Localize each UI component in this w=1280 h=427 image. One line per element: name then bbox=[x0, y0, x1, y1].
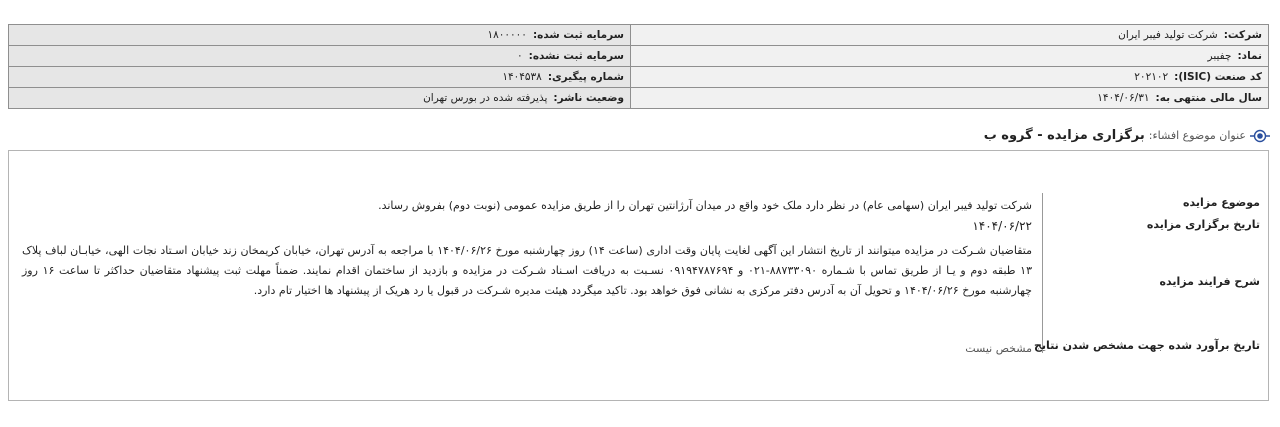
subject-label: موضوع مزایده bbox=[1183, 196, 1260, 209]
info-row bbox=[9, 25, 1269, 46]
info-row bbox=[9, 46, 1269, 67]
unregistered-capital-cell bbox=[9, 46, 631, 67]
radio-target-icon bbox=[1250, 129, 1270, 143]
isic-cell bbox=[631, 67, 1269, 88]
isic-value: ۲۰۲۱۰۲ bbox=[1134, 71, 1169, 83]
process-row bbox=[20, 241, 1260, 323]
symbol-value: چفیبر bbox=[1207, 50, 1232, 62]
auction-details-panel bbox=[8, 150, 1269, 401]
results-date-value: مشخص نیست bbox=[965, 342, 1032, 355]
date-row bbox=[20, 218, 1260, 238]
company-name-cell bbox=[631, 25, 1269, 46]
isic-label: کد صنعت (ISIC): bbox=[1174, 71, 1262, 83]
topic-label: عنوان موضوع افشاء: bbox=[1148, 129, 1246, 142]
symbol-cell bbox=[631, 46, 1269, 67]
topic-title: برگزاری مزایده - گروه ب bbox=[983, 128, 1145, 143]
registered-capital-value: ۱۸۰۰۰۰۰ bbox=[487, 29, 527, 41]
fiscal-year-cell bbox=[631, 88, 1269, 109]
publisher-status-label: وضعیت ناشر: bbox=[553, 92, 624, 104]
company-name-value: شرکت تولید فیبر ایران bbox=[1118, 29, 1218, 41]
registered-capital-cell bbox=[9, 25, 631, 46]
symbol-label: نماد: bbox=[1237, 50, 1262, 62]
company-info-table bbox=[8, 24, 1269, 109]
company-name-label: شرکت: bbox=[1223, 29, 1262, 41]
fiscal-year-label: سال مالی منتهی به: bbox=[1155, 92, 1262, 104]
subject-row bbox=[20, 196, 1260, 216]
tracking-cell bbox=[9, 67, 631, 88]
fiscal-year-value: ۱۴۰۴/۰۶/۳۱ bbox=[1097, 92, 1150, 104]
process-value: متقاضیان شـرکت در مزایده میتوانند از تاریخ انتشار این آگهی لغایت پایان وقت اداری (ساعت ۱۴) روز چهارشنبه مورخ ۱۴۰۴/۰۶/۲۶ با مراجعه به آدرس تهران، خیابان کریمخان زند خیابان اسـتاد نجات الهی، خیابـان لباف پلاک ۱۳ طبقه دوم و یـا از طریق تماس با شـماره ۸۸۷۳۳۰۹۰-۰۲۱ و ۰۹۱۹۴۷۸۷۶۹۴ نسـبت به دریافت اسـناد شـرکت در مزایده و بازدید از ساختمان اقدام نمایند. ضمناً مهلت ثبت پیشنهاد متقاضیان حداکثر تا ساعت ۱۶ روز چهارشنبه مورخ ۱۴۰۴/۰۶/۲۶ و تحویل آن به آدرس دفتر مرکزی به نشانی فوق خواهد بود. تاکید میگردد هیئت مدیره شـرکت در قبول یا رد هریک از پیشنهاد ها اختیار تام دارد. bbox=[22, 244, 1032, 297]
unregistered-capital-value: ۰ bbox=[517, 50, 523, 62]
unregistered-capital-label: سرمایه ثبت نشده: bbox=[528, 50, 624, 62]
publisher-status-value: پذیرفته شده در بورس تهران bbox=[423, 92, 548, 104]
publisher-status-cell bbox=[9, 88, 631, 109]
tracking-label: شماره پیگیری: bbox=[547, 71, 624, 83]
disclosure-topic bbox=[984, 128, 1270, 143]
registered-capital-label: سرمایه ثبت شده: bbox=[532, 29, 624, 41]
results-row bbox=[20, 339, 1260, 359]
auction-date-label: تاریخ برگزاری مزایده bbox=[1146, 218, 1260, 231]
info-row bbox=[9, 88, 1269, 109]
process-label: شرح فرایند مزایده bbox=[1159, 275, 1260, 288]
results-date-label: تاریخ برآورد شده جهت مشخص شدن نتایج bbox=[1034, 339, 1260, 352]
info-row bbox=[9, 67, 1269, 88]
subject-value: شرکت تولید فیبر ایران (سهامی عام) در نظر دارد ملک خود واقع در میدان آرژانتین تهران را از طریق مزایده عمومی (نوبت دوم) بفروش رساند. bbox=[378, 199, 1032, 212]
tracking-value: ۱۴۰۴۵۳۸ bbox=[502, 71, 542, 83]
auction-date-value: ۱۴۰۴/۰۶/۲۲ bbox=[972, 219, 1032, 233]
